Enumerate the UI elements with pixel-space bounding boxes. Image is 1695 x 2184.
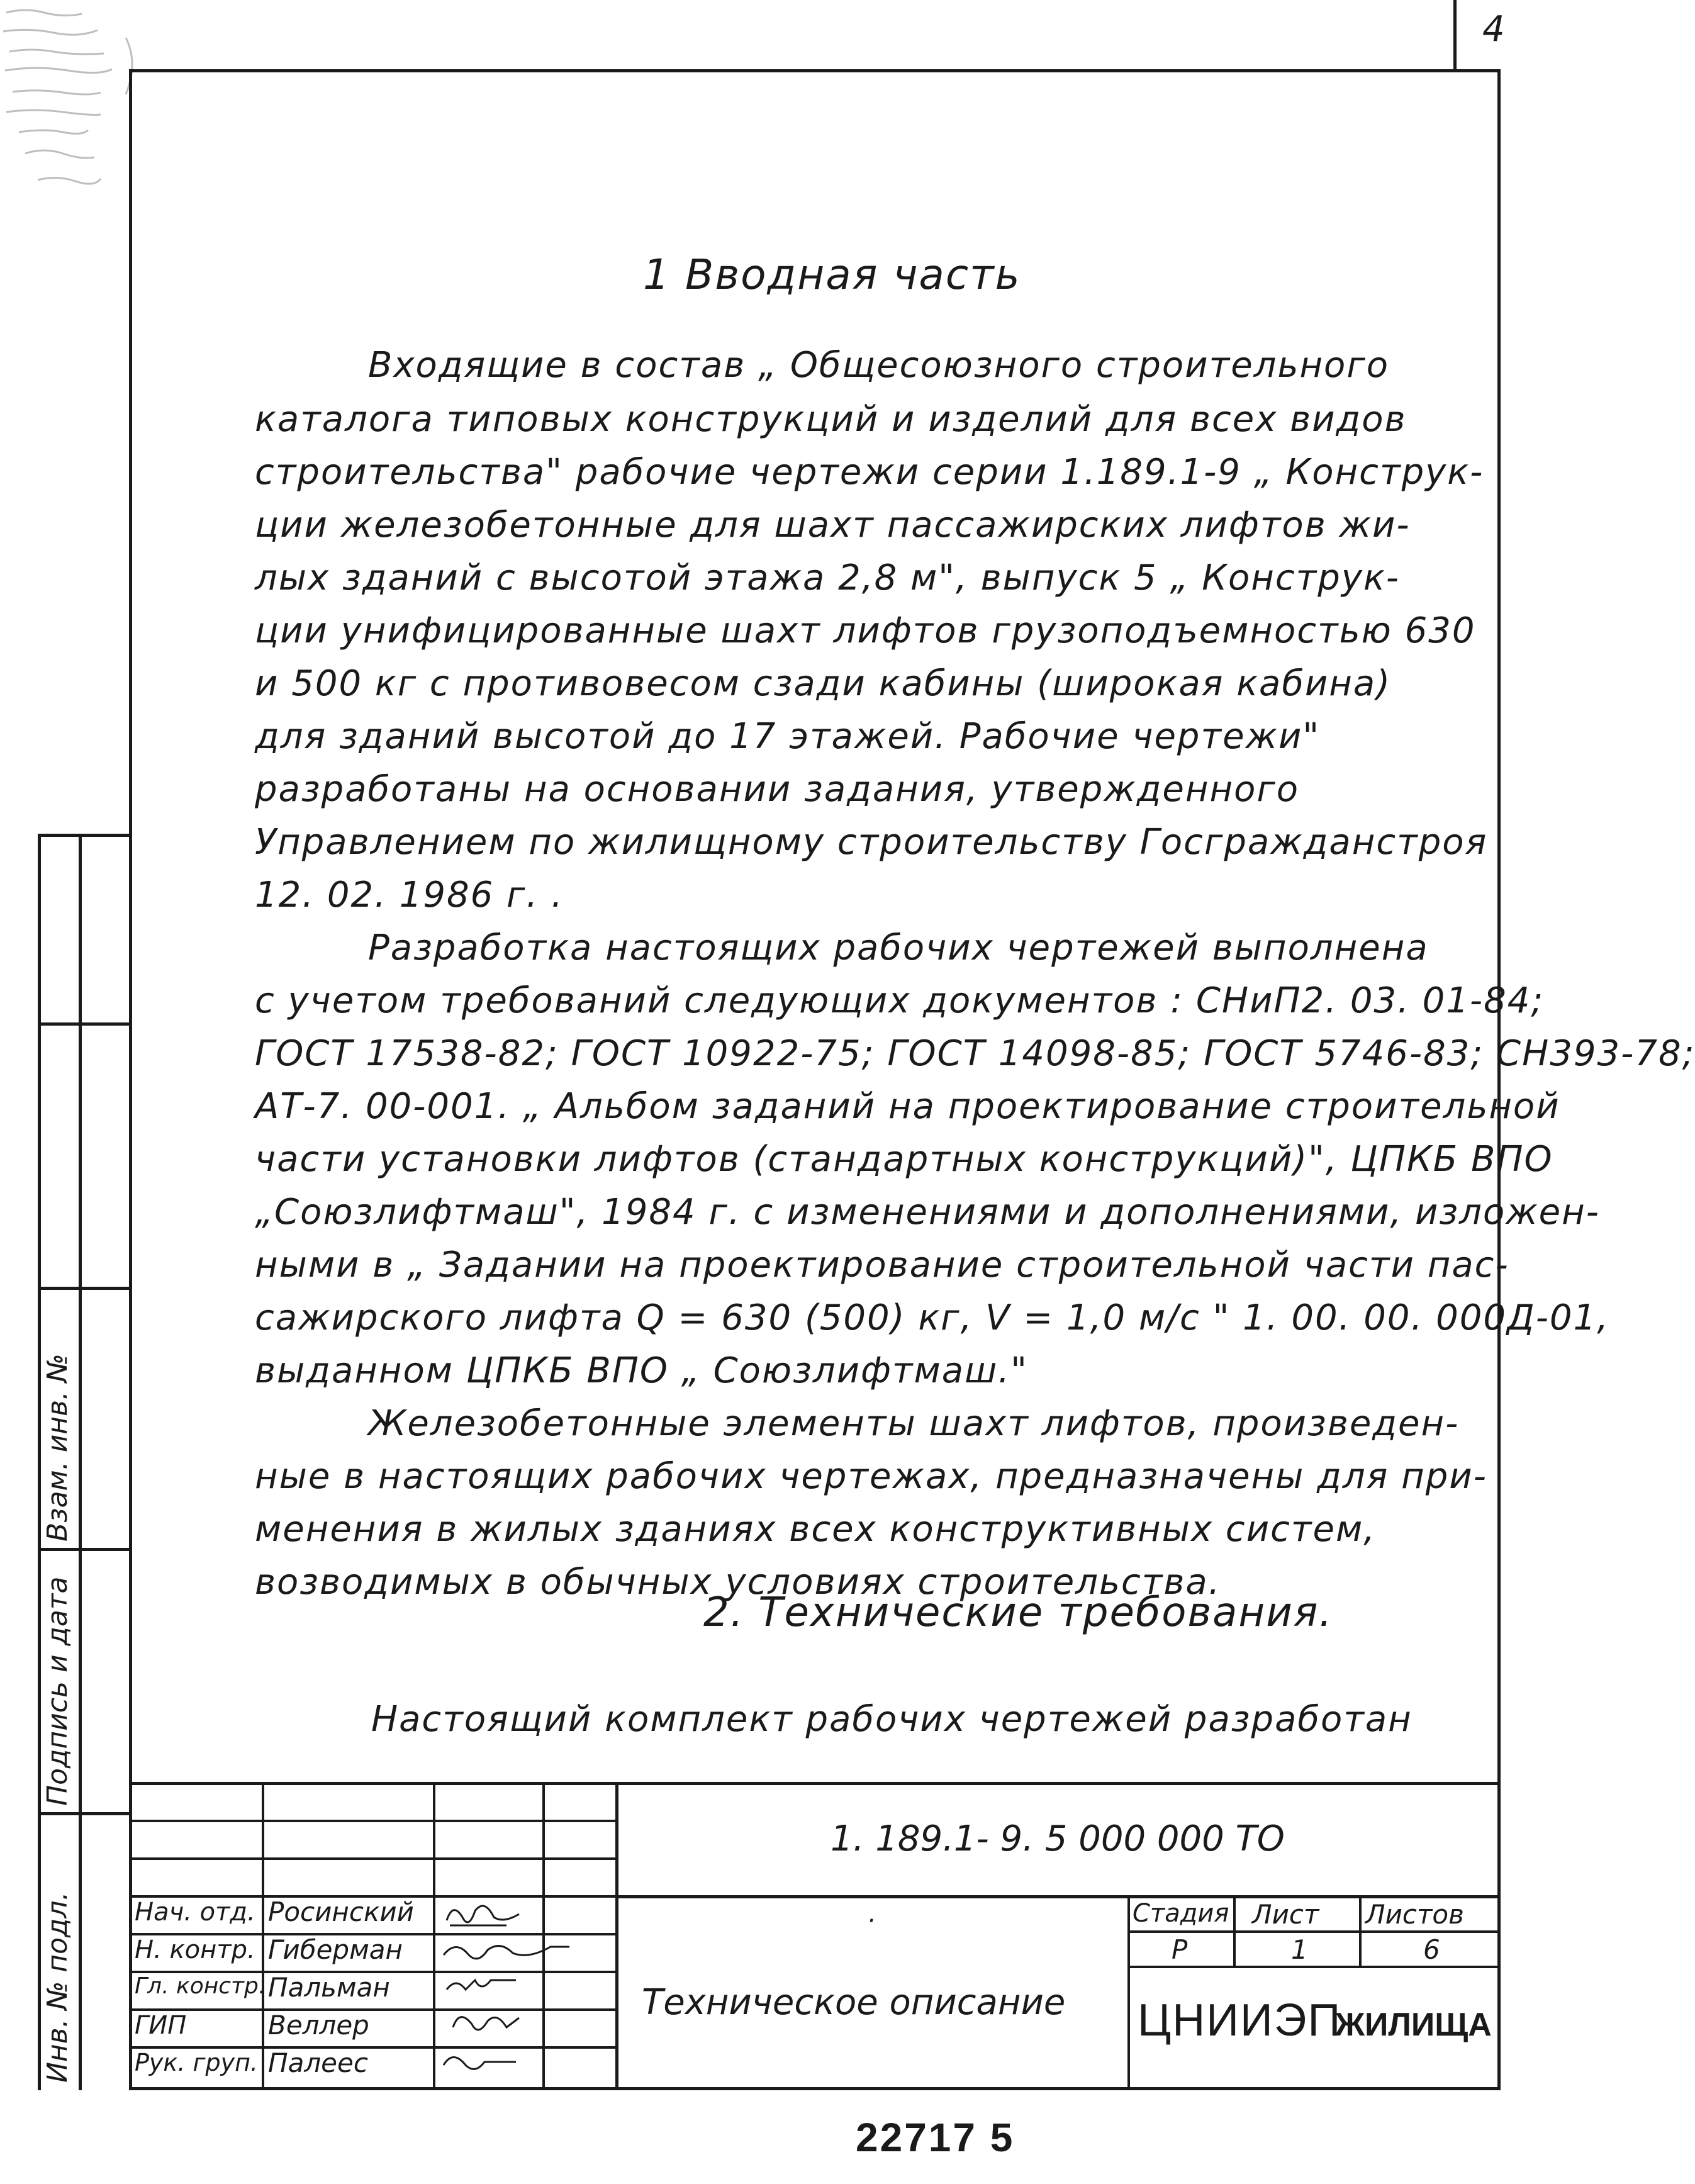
- body-line: ции железобетонные для шахт пассажирских лифтов жи-: [255, 505, 1411, 546]
- body-line: ГОСТ 17538-82; ГОСТ 10922-75; ГОСТ 14098-85; ГОСТ 5746-83; СН393-78;: [255, 1033, 1695, 1074]
- body-line: Управлением по жилищному строительству Госгражданстроя: [255, 822, 1488, 863]
- sidebar-label-podpis: Подпись и дата: [42, 1576, 74, 1806]
- body-line: ции унифицированные шахт лифтов грузоподъемностью 630: [255, 610, 1476, 651]
- sidebar-divider: [38, 1287, 129, 1290]
- body-line: ные в настоящих рабочих чертежах, предназначены для при-: [255, 1456, 1487, 1497]
- role-label: Рук. груп.: [135, 2049, 259, 2076]
- body-line: возводимых в обычных условиях строительства.: [255, 1562, 1221, 1603]
- section1-title: 1 Вводная часть: [643, 250, 1021, 299]
- signatures-scribbles: [434, 1895, 623, 2090]
- stage-col-line: [1127, 1895, 1130, 2090]
- role-label: Н. контр.: [135, 1935, 255, 1964]
- body-line: 12. 02. 1986 г. .: [255, 875, 564, 916]
- body-line: выданном ЦПКБ ВПО „ Союзлифтмаш.": [255, 1350, 1028, 1391]
- body-line: каталога типовых конструкций и изделий для всех видов: [255, 399, 1407, 440]
- sidebar-divider: [38, 1022, 129, 1026]
- corner-frame-tab: [1453, 0, 1457, 69]
- sig-col-line: [262, 1782, 264, 2090]
- document-code: 1. 189.1- 9. 5 000 000 ТО: [831, 1818, 1285, 1859]
- section2-title: 2. Технические требования.: [703, 1589, 1333, 1636]
- person-name: Гиберман: [268, 1934, 403, 1965]
- body-line: строительства" рабочие чертежи серии 1.189.1-9 „ Конструк-: [255, 452, 1484, 493]
- body-line: ными в „ Задании на проектирование строительной части пас-: [255, 1245, 1509, 1285]
- stage-label: Стадия: [1133, 1899, 1229, 1928]
- person-name: Палеес: [268, 2047, 368, 2078]
- body-line: лых зданий с высотой этажа 2,8 м", выпуск 5 „ Конструк-: [255, 557, 1400, 598]
- body-line: АТ-7. 00-001. „ Альбом заданий на проектирование строительной: [255, 1086, 1560, 1127]
- sidebar-label-vzam: Взам. инв. №: [42, 1353, 74, 1542]
- sheet-value: 1: [1291, 1934, 1308, 1965]
- titleblock-mid: [617, 1895, 1501, 1898]
- person-name: Веллер: [268, 2010, 369, 2041]
- body-line: Железобетонные элементы шахт лифтов, произведен-: [368, 1403, 1460, 1444]
- body-line: сажирского лифта Q = 630 (500) кг, V = 1,0 м/с " 1. 00. 00. 000Д-01,: [255, 1297, 1609, 1338]
- body-line: менения в жилых зданиях всех конструктивных систем,: [255, 1509, 1376, 1550]
- footer-document-number: 22717 5: [856, 2115, 1015, 2160]
- stage-row-line: [1127, 1966, 1501, 1968]
- sidebar-label-inv-podl: Инв. № подл.: [42, 1891, 74, 2083]
- sidebar-divider: [38, 1548, 129, 1551]
- sheet-number: 4: [1482, 9, 1506, 50]
- titleblock-top: [129, 1782, 1501, 1785]
- sidebar-divider: [38, 1812, 129, 1815]
- organization-name-b: ЖИЛИЩА: [1335, 2007, 1492, 2043]
- bullet-dot: ·: [867, 1907, 875, 1935]
- person-name: Росинский: [268, 1896, 414, 1927]
- body-line: для зданий высотой до 17 этажей. Рабочие чертежи": [255, 716, 1321, 757]
- person-name: Пальман: [268, 1972, 390, 2003]
- stage-value: Р: [1172, 1934, 1188, 1965]
- sheet-label: Лист: [1252, 1899, 1319, 1930]
- body-line: и 500 кг с противовесом сзади кабины (широкая кабина): [255, 663, 1392, 704]
- body-line: „Союзлифтмаш", 1984 г. с изменениями и дополнениями, изложен-: [255, 1192, 1600, 1233]
- organization-name-a: ЦНИИЭП: [1138, 1995, 1342, 2046]
- document-title: Техническое описание: [642, 1982, 1066, 2023]
- sheets-label: Листов: [1365, 1899, 1464, 1930]
- body-line: разработаны на основании задания, утвержденного: [255, 769, 1300, 810]
- stage-row-line: [1127, 1930, 1501, 1933]
- role-label: Нач. отд.: [135, 1898, 255, 1927]
- role-label: Гл. констр.: [135, 1973, 266, 1999]
- role-label: ГИП: [135, 2011, 187, 2040]
- sheets-value: 6: [1423, 1934, 1440, 1965]
- body-line: Входящие в состав „ Общесоюзного строительного: [368, 345, 1390, 386]
- body-line: с учетом требований следующих документов : СНиП2. 03. 01-84;: [255, 980, 1545, 1021]
- body-line: части установки лифтов (стандартных конструкций)", ЦПКБ ВПО: [255, 1139, 1553, 1180]
- body-line: Разработка настоящих рабочих чертежей выполнена: [368, 927, 1429, 968]
- section2-text: Настоящий комплект рабочих чертежей разработан: [371, 1699, 1412, 1740]
